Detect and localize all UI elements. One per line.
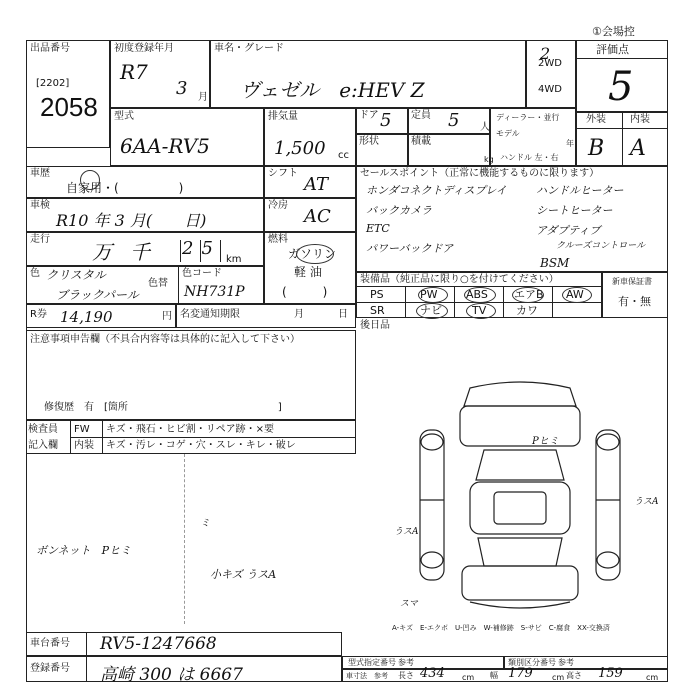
dealer-model-label: モデル (496, 129, 520, 138)
notes-repair: 修復歴 有 [箇所 ] (44, 402, 282, 413)
mileage-label: 走行 (30, 234, 50, 245)
color-change-label: 色替 (148, 278, 168, 289)
capacity-value: 5 (448, 110, 460, 131)
first-reg-month-unit: 月 (198, 92, 208, 103)
name-change-day: 日 (338, 309, 348, 320)
recycle-label: R券 (30, 309, 47, 320)
drive-2wd: 2WD (538, 58, 562, 69)
doors-value: 5 (380, 110, 392, 131)
first-reg-month: 3 (176, 78, 188, 99)
dimensions-length: 434 (420, 666, 445, 681)
lot-number: 2058 (40, 92, 98, 122)
dimensions-width-unit: cm (552, 673, 565, 682)
fuel-diesel: 軽 油 (294, 265, 322, 279)
warranty-label: 新車保証書 (612, 277, 652, 286)
equip-ps: PS (370, 288, 384, 301)
chassis-label: 車台番号 (30, 638, 70, 649)
mileage-unit: km (226, 254, 242, 265)
form-copy-label: ①会場控 (592, 25, 635, 38)
score-label: 評価点 (596, 43, 629, 56)
ext-value: B (588, 136, 605, 161)
dimensions-height-label: 高さ (566, 671, 582, 680)
equip-airbag: エアB (514, 288, 544, 301)
equip-pw: PW (420, 288, 438, 301)
color-value2: ブラックパール (56, 288, 139, 302)
sales-point-3: ETC (366, 222, 390, 235)
displacement-value: 1,500 (274, 138, 326, 159)
history-value: 自家用・( ) (66, 181, 184, 195)
first-reg-year: R7 (120, 60, 148, 84)
aircon-label: 冷房 (268, 200, 288, 211)
drive-circled: 2 (540, 44, 551, 63)
fuel-circle-mark (296, 244, 334, 264)
checker-label-1: 検査員 (28, 424, 58, 435)
dimensions-width: 179 (508, 666, 533, 681)
equip-tv: TV (472, 304, 487, 317)
model-value: 6AA-RV5 (120, 134, 210, 158)
shape-label: 形状 (359, 136, 379, 147)
dimensions-sub: 参考 (374, 672, 388, 680)
displacement-unit: cc (338, 150, 349, 161)
load-label: 積載 (411, 136, 431, 147)
model-label: 型式 (114, 111, 134, 122)
inspector-note-mark: ミ (200, 518, 210, 529)
model-designation-label: 型式指定番号 (348, 658, 396, 667)
vehicle-diagram (400, 370, 640, 620)
name-change-month: 月 (294, 309, 304, 320)
dimensions-width-label: 幅 (490, 671, 498, 680)
warranty-value: 有・無 (618, 295, 651, 308)
diagram-mark-roof: Pヒミ (532, 436, 559, 447)
name-change-label: 名変通知期限 (180, 309, 240, 320)
circle-airbag (512, 287, 544, 303)
car-name-label: 車名・グレード (214, 43, 284, 54)
notes-label: 注意事項申告欄（不具合内容等は具体的に記入して下さい） (30, 334, 300, 345)
lot-code: [2202] (36, 78, 70, 89)
doors-label: ドア (359, 110, 379, 121)
class-designation-sub: 参考 (558, 658, 574, 667)
sales-point-7: アダプティブ (536, 224, 601, 237)
drive-4wd: 4WD (538, 84, 562, 95)
lot-label: 出品番号 (30, 43, 70, 54)
fuel-other: ( ) (282, 285, 328, 299)
plate-value: 高崎 300 は 6667 (100, 665, 243, 685)
sales-point-4: パワーバックドア (366, 242, 454, 255)
int-label: 内装 (630, 114, 650, 125)
equip-abs: ABS (466, 288, 488, 301)
dimensions-height: 159 (598, 666, 623, 681)
checker-interior-text: キズ・汚レ・コゲ・穴・スレ・キレ・破レ (106, 440, 296, 451)
sales-point-2: バックカメラ (366, 204, 432, 217)
recycle-unit: 円 (162, 311, 172, 322)
fuel-label: 燃料 (268, 234, 288, 245)
history-label: 車歴 (30, 168, 50, 179)
aircon-value: AC (304, 206, 331, 227)
color-value1: クリスタル (46, 268, 106, 282)
sales-point-5: ハンドルヒーター (536, 184, 624, 197)
checker-interior: 内装 (74, 440, 94, 451)
capacity-label: 定員 (411, 110, 431, 121)
sales-point-1: ホンダコネクトディスプレイ (366, 184, 507, 197)
checker-fw-text: キズ・飛石・ヒビ割・リペア跡・×要 (106, 424, 274, 435)
checker-label-2: 記入欄 (28, 440, 58, 451)
class-designation-label: 類別区分番号 (508, 658, 556, 667)
sales-point-9: BSM (540, 256, 570, 270)
shift-value: AT (304, 174, 329, 195)
circle-tv (466, 303, 496, 319)
dealer-label: ディーラー・並行 (496, 113, 560, 122)
mileage-man: 万 (92, 240, 112, 264)
mileage-digits: 25 (182, 238, 221, 259)
circle-aw (562, 287, 592, 303)
dealer-handle: ハンドル 左・右 (500, 153, 559, 162)
sales-point-8: クルーズコントロール (556, 241, 646, 251)
inspector-note-small: 小キズ うスA (210, 568, 277, 581)
inspector-note-bonnet: ボンネット Pヒミ (36, 544, 132, 557)
equip-navi: ナビ (420, 304, 442, 317)
circle-pw (418, 287, 448, 303)
sales-point-6: シートヒーター (536, 204, 613, 217)
model-designation-sub: 参考 (398, 658, 414, 667)
recycle-value: 14,190 (60, 308, 113, 326)
capacity-unit: 人 (480, 122, 490, 133)
load-unit: kg (484, 155, 494, 164)
checker-fw: FW (74, 424, 90, 435)
equip-aw: AW (566, 288, 584, 301)
dealer-year-label: 年 (566, 139, 574, 148)
diagram-mark-right: うスA (634, 497, 659, 507)
diagram-mark-left: うスA (394, 527, 419, 537)
color-label: 色 (30, 268, 40, 279)
dimensions-length-unit: cm (462, 673, 475, 682)
diagram-mark-bottom: スマ (400, 599, 418, 609)
first-reg-label: 初度登録年月 (114, 43, 174, 54)
fuel-gas: ガソリン (288, 247, 337, 261)
shift-label: シフト (268, 168, 298, 179)
inspection-label: 車検 (30, 200, 50, 211)
circle-navi (416, 303, 448, 319)
plate-label: 登録番号 (30, 663, 70, 674)
chassis-value: RV5-1247668 (100, 634, 217, 654)
dimensions-length-label: 長さ (398, 671, 414, 680)
color-code-label: 色コード (182, 268, 222, 279)
displacement-label: 排気量 (268, 111, 298, 122)
circle-abs (464, 287, 496, 303)
drive-cell (526, 40, 576, 108)
equip-sr: SR (370, 304, 385, 317)
mileage-sen: 千 (130, 240, 150, 264)
dimensions-label: 車寸法 (346, 672, 367, 680)
damage-legend: A-キズ E-エクボ U-凹み W-補修跡 S-サビ C-腐食 XX-交換済 (392, 624, 610, 632)
score-value: 5 (608, 64, 634, 110)
ext-label: 外装 (586, 114, 606, 125)
car-name-value: ヴェゼル e:HEV Z (240, 78, 425, 102)
dimensions-height-unit: cm (646, 673, 659, 682)
equipment-label: 装備品（純正品に限り○を付けてください） (360, 274, 559, 285)
color-code-value: NH731P (184, 284, 245, 300)
inspection-value: R10 年 3 月( 日) (56, 211, 207, 230)
equip-leather: カワ (516, 304, 538, 317)
int-value: A (630, 136, 646, 161)
sales-points-label: セールスポイント（正常に機能するものに限ります） (360, 168, 600, 179)
after-fit-label: 後日品 (360, 320, 390, 331)
history-circle-mark (80, 170, 100, 190)
